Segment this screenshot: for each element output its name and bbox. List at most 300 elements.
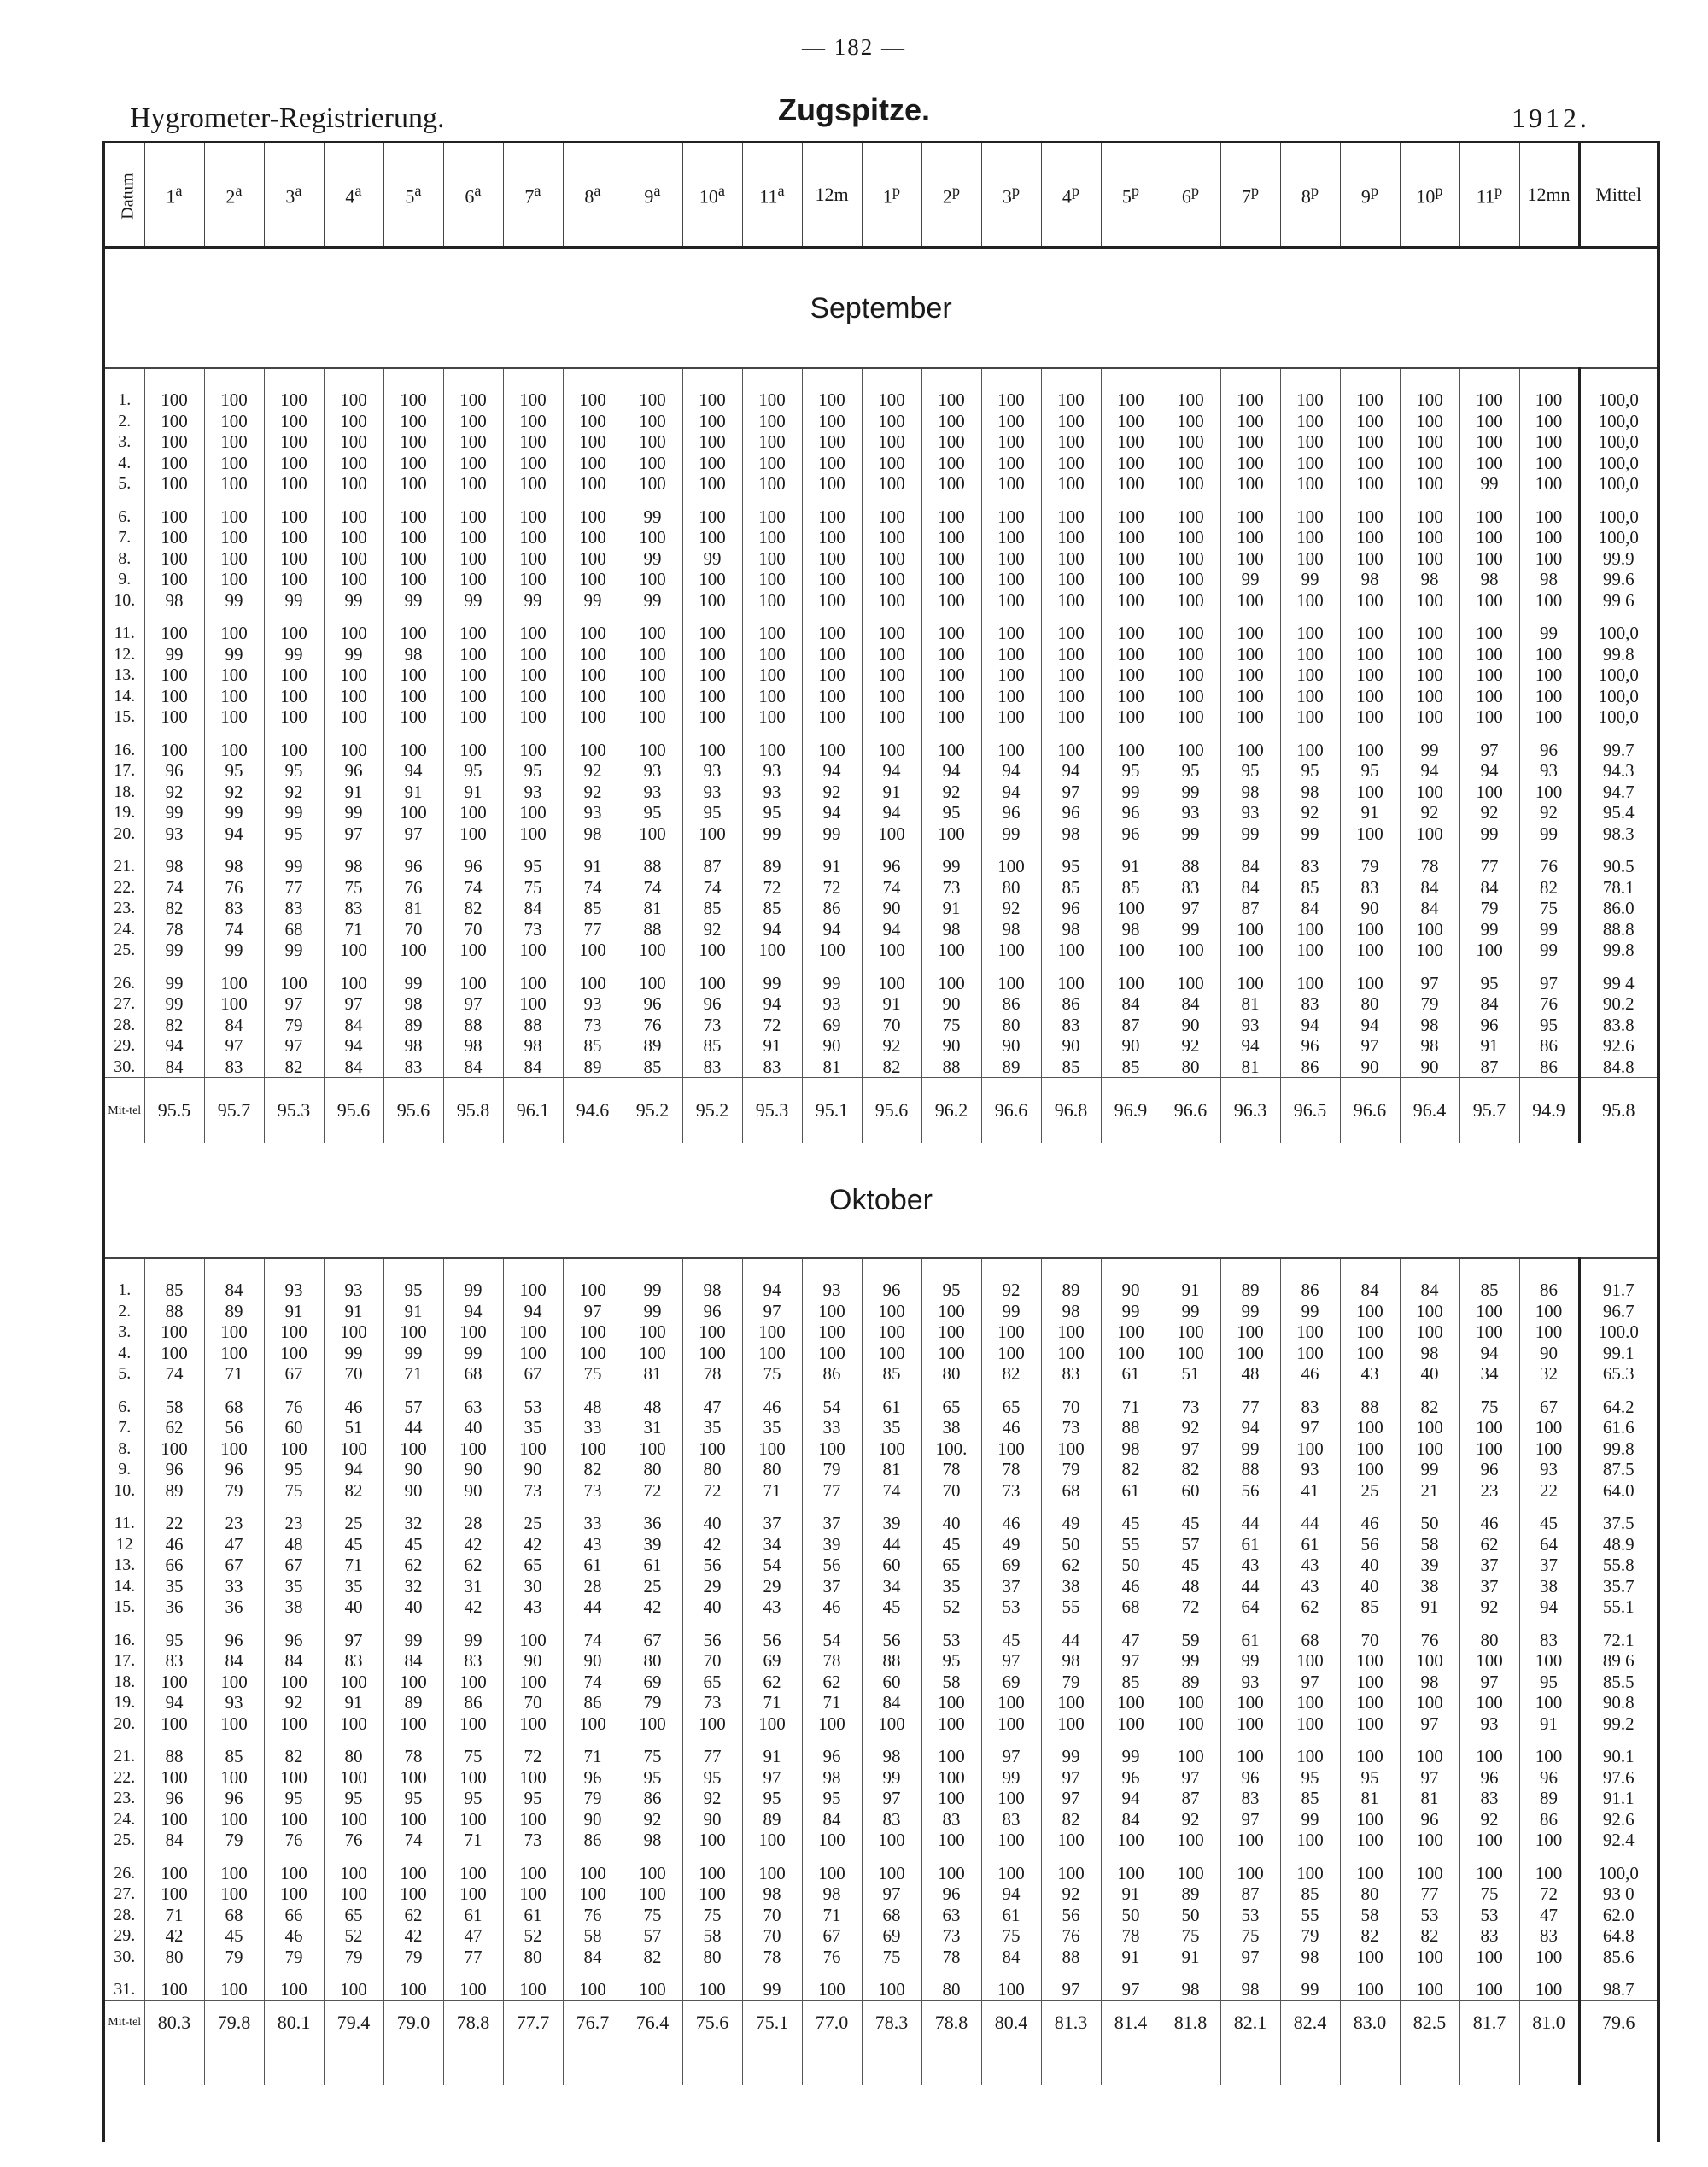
value-cell: 94 (1340, 1015, 1400, 1036)
value-cell: 99 (1101, 782, 1161, 803)
value-cell: 75 (563, 1363, 623, 1385)
blank-cell (742, 728, 802, 740)
date-cell: 17. (114, 1651, 136, 1670)
value-cell: 75 (1519, 898, 1579, 919)
value-cell: 100 (1340, 411, 1400, 432)
value-cell: 83 (443, 1650, 503, 1672)
value-cell: 100 (443, 1321, 503, 1343)
date-cell: 13. (114, 1555, 136, 1574)
value-cell: 100 (503, 1321, 563, 1343)
value-cell: 100 (204, 993, 264, 1015)
value-cell: 42 (383, 1925, 443, 1947)
blank-cell (1220, 728, 1280, 740)
value-cell: 100 (503, 507, 563, 528)
value-cell: 100 (264, 1883, 324, 1905)
value-cell: 100 (1400, 644, 1459, 665)
value-cell: 79 (563, 1788, 623, 1809)
value-cell: 97 (862, 1883, 921, 1905)
value-cell: 100 (503, 1713, 563, 1735)
hourly-mean-cell: 96.6 (981, 1078, 1041, 1144)
value-cell: 85 (862, 1363, 921, 1385)
value-cell: 100 (1459, 1979, 1519, 2000)
table-frame (102, 141, 1660, 2142)
blank-cell (1280, 844, 1340, 856)
value-cell: 92 (1400, 802, 1459, 823)
value-cell: 100 (981, 1438, 1041, 1460)
daily-mean-cell: 94.7 (1579, 782, 1657, 803)
blank-cell (1220, 1501, 1280, 1513)
value-cell: 84 (802, 1809, 862, 1830)
value-cell: 100 (1459, 590, 1519, 612)
value-cell: 56 (802, 1555, 862, 1576)
blank-cell (264, 728, 324, 740)
value-cell: 100 (981, 590, 1041, 612)
value-cell: 100 (144, 1863, 204, 1884)
value-cell: 100 (563, 706, 623, 728)
blank-cell (802, 1734, 862, 1746)
date-cell: 23. (114, 899, 136, 917)
value-cell: 100 (802, 1438, 862, 1460)
value-cell: 100 (563, 973, 623, 994)
blank-cell (443, 368, 503, 389)
value-cell: 100 (682, 973, 742, 994)
value-cell: 96 (1519, 1767, 1579, 1789)
value-cell: 99 (623, 590, 682, 612)
value-cell: 85 (563, 1035, 623, 1057)
value-cell: 100 (742, 411, 802, 432)
value-cell: 100 (623, 686, 682, 707)
value-cell: 76 (264, 1830, 324, 1851)
value-cell: 100 (742, 569, 802, 590)
blank-cell (563, 728, 623, 740)
value-cell: 100 (1280, 919, 1340, 940)
value-cell: 91 (324, 782, 383, 803)
value-cell: 100 (503, 940, 563, 961)
table-row (105, 431, 1657, 453)
value-cell: 100 (1101, 569, 1161, 590)
value-cell: 100 (1280, 1713, 1340, 1735)
blank-cell (682, 728, 742, 740)
hour-suffix: p (1494, 181, 1503, 199)
value-cell: 96 (1519, 740, 1579, 761)
value-cell: 89 (383, 1692, 443, 1713)
date-cell: 21. (114, 857, 136, 876)
table-row (105, 1513, 1657, 1534)
blank-cell (383, 961, 443, 973)
value-cell: 100 (204, 1863, 264, 1884)
value-cell: 100 (682, 1979, 742, 2000)
value-cell: 97 (264, 1035, 324, 1057)
value-cell: 73 (503, 919, 563, 940)
value-cell: 94 (1280, 1015, 1340, 1036)
value-cell: 70 (503, 1692, 563, 1713)
value-cell: 100 (802, 453, 862, 474)
hourly-mean-cell: 76.7 (563, 2000, 623, 2044)
blank-cell (1579, 2044, 1657, 2085)
value-cell: 97 (1400, 973, 1459, 994)
value-cell: 96 (1101, 1767, 1161, 1789)
value-cell: 91 (443, 782, 503, 803)
value-cell: 45 (1519, 1513, 1579, 1534)
value-cell: 100 (383, 389, 443, 411)
value-cell: 98 (144, 590, 204, 612)
value-cell: 97 (742, 1301, 802, 1322)
value-cell: 92 (682, 1788, 742, 1809)
value-cell: 62 (1041, 1555, 1101, 1576)
value-cell: 83 (1280, 993, 1340, 1015)
value-cell: 96 (682, 1301, 742, 1322)
date-cell: 27. (114, 1884, 136, 1903)
blank-cell (1161, 1734, 1220, 1746)
value-cell: 100 (1280, 973, 1340, 994)
value-cell: 100 (921, 1767, 981, 1789)
value-cell: 86 (1519, 1035, 1579, 1057)
value-cell: 84 (981, 1947, 1041, 1968)
value-cell: 43 (503, 1596, 563, 1618)
value-cell: 100 (1519, 1417, 1579, 1438)
value-cell: 74 (144, 877, 204, 899)
value-cell: 78 (682, 1363, 742, 1385)
value-cell: 97 (1041, 782, 1101, 803)
value-cell: 71 (1101, 1397, 1161, 1418)
value-cell: 99 (1161, 1650, 1220, 1672)
value-cell: 100 (1220, 706, 1280, 728)
table-row (105, 760, 1657, 782)
blank-cell (1161, 1501, 1220, 1513)
value-cell: 100 (742, 686, 802, 707)
group-gap-row (105, 1385, 1657, 1397)
daily-mean-cell: 64.2 (1579, 1397, 1657, 1418)
value-cell: 67 (503, 1363, 563, 1385)
value-cell: 100 (1101, 644, 1161, 665)
value-cell: 93 (1220, 1672, 1280, 1693)
hour-suffix: p (1071, 181, 1080, 199)
value-cell: 83 (324, 898, 383, 919)
value-cell: 90 (383, 1459, 443, 1480)
value-cell: 98 (324, 856, 383, 877)
value-cell: 100 (1161, 473, 1220, 495)
blank-cell (324, 1967, 383, 1979)
value-cell: 100 (383, 1979, 443, 2000)
hourly-mean-cell: 81.0 (1519, 2000, 1579, 2044)
blank-cell (1220, 1734, 1280, 1746)
value-cell: 100 (383, 623, 443, 644)
value-cell: 100 (1340, 1692, 1400, 1713)
hourly-mean-cell: 80.4 (981, 2000, 1041, 2044)
value-cell: 100 (204, 548, 264, 570)
value-cell: 100 (144, 1883, 204, 1905)
value-cell: 36 (204, 1596, 264, 1618)
value-cell: 100 (324, 411, 383, 432)
value-cell: 45 (383, 1534, 443, 1555)
value-cell: 39 (623, 1534, 682, 1555)
page-number: — 182 — (802, 34, 906, 60)
value-cell: 40 (921, 1513, 981, 1534)
value-cell: 73 (682, 1692, 742, 1713)
blank-cell (981, 728, 1041, 740)
value-cell: 75 (503, 877, 563, 899)
blank-cell (682, 611, 742, 623)
value-cell: 78 (921, 1947, 981, 1968)
value-cell: 100 (443, 706, 503, 728)
table-row (105, 1534, 1657, 1555)
blank-cell (1101, 844, 1161, 856)
value-cell: 100 (443, 527, 503, 548)
value-cell: 100 (383, 411, 443, 432)
value-cell: 100 (503, 389, 563, 411)
value-cell: 47 (204, 1534, 264, 1555)
value-cell: 98 (204, 856, 264, 877)
value-cell: 100 (204, 1321, 264, 1343)
value-cell: 100 (1519, 1863, 1579, 1884)
blank-cell (1041, 495, 1101, 507)
blank-cell (503, 2044, 563, 2085)
value-cell: 88 (623, 856, 682, 877)
value-cell: 88 (1161, 856, 1220, 877)
value-cell: 95 (623, 1767, 682, 1789)
value-cell: 100 (981, 856, 1041, 877)
hourly-mean-cell: 96.6 (1161, 1078, 1220, 1144)
value-cell: 56 (862, 1630, 921, 1651)
value-cell: 33 (802, 1417, 862, 1438)
hour-header: 11$^a$ (742, 143, 802, 248)
value-cell: 100 (921, 389, 981, 411)
value-cell: 100 (1161, 1692, 1220, 1713)
value-cell: 100 (1340, 1809, 1400, 1830)
value-cell: 97 (204, 1035, 264, 1057)
daily-mean-cell: 99.9 (1579, 548, 1657, 570)
value-cell: 100 (1400, 507, 1459, 528)
value-cell: 71 (742, 1480, 802, 1502)
blank-cell (264, 1851, 324, 1863)
blank-cell (324, 1501, 383, 1513)
table-row (105, 665, 1657, 686)
value-cell: 100 (1400, 527, 1459, 548)
value-cell: 100 (264, 1321, 324, 1343)
value-cell: 69 (981, 1555, 1041, 1576)
date-cell: 25. (114, 1830, 136, 1849)
daily-mean-cell: 64.8 (1579, 1925, 1657, 1947)
value-cell: 100 (1220, 507, 1280, 528)
value-cell: 99 (144, 993, 204, 1015)
value-cell: 84 (1400, 898, 1459, 919)
date-cell: 6. (118, 507, 132, 526)
value-cell: 100 (802, 706, 862, 728)
hour-suffix: p (1370, 181, 1379, 199)
value-cell: 68 (1280, 1630, 1340, 1651)
value-cell: 95 (682, 802, 742, 823)
blank-cell (1041, 1967, 1101, 1979)
value-cell: 84 (1400, 1280, 1459, 1301)
value-cell: 100 (204, 1343, 264, 1364)
value-cell: 80 (623, 1459, 682, 1480)
value-cell: 98 (1280, 1947, 1340, 1968)
value-cell: 100 (1519, 1692, 1579, 1713)
value-cell: 100 (1340, 782, 1400, 803)
value-cell: 100 (1161, 507, 1220, 528)
value-cell: 73 (563, 1015, 623, 1036)
blank-cell (503, 1258, 563, 1280)
mean-header: Mittel (1579, 143, 1657, 248)
value-cell: 81 (383, 898, 443, 919)
value-cell: 100 (742, 1830, 802, 1851)
value-cell: 100 (623, 1321, 682, 1343)
value-cell: 78 (1400, 856, 1459, 877)
value-cell: 88 (144, 1746, 204, 1767)
table-row (105, 1767, 1657, 1789)
value-cell: 90 (1340, 1057, 1400, 1078)
table-row (105, 1576, 1657, 1597)
value-cell: 100 (1400, 919, 1459, 940)
value-cell: 100 (1041, 1692, 1101, 1713)
value-cell: 75 (1459, 1883, 1519, 1905)
blank-cell (1161, 961, 1220, 973)
value-cell: 39 (1400, 1555, 1459, 1576)
value-cell: 100 (1101, 527, 1161, 548)
value-cell: 100 (1280, 940, 1340, 961)
value-cell: 100 (1340, 644, 1400, 665)
value-cell: 81 (623, 898, 682, 919)
value-cell: 100 (921, 1788, 981, 1809)
value-cell: 96 (443, 856, 503, 877)
value-cell: 62 (144, 1417, 204, 1438)
value-cell: 84 (1161, 993, 1220, 1015)
value-cell: 94 (1041, 760, 1101, 782)
value-cell: 92 (144, 782, 204, 803)
value-cell: 80 (324, 1746, 383, 1767)
value-cell: 79 (623, 1692, 682, 1713)
value-cell: 35 (682, 1417, 742, 1438)
value-cell: 37 (1519, 1555, 1579, 1576)
value-cell: 35 (144, 1576, 204, 1597)
value-cell: 46 (1340, 1513, 1400, 1534)
value-cell: 100 (1041, 590, 1101, 612)
hourly-mean-cell: 95.1 (802, 1078, 862, 1144)
value-cell: 86 (981, 993, 1041, 1015)
value-cell: 93 (563, 993, 623, 1015)
hourly-mean-cell: 95.2 (682, 1078, 742, 1144)
blank-cell (324, 961, 383, 973)
value-cell: 85 (1280, 1883, 1340, 1905)
value-cell: 90 (383, 1480, 443, 1502)
blank-cell (1161, 844, 1220, 856)
value-cell: 79 (1340, 856, 1400, 877)
daily-mean-cell: 86.0 (1579, 898, 1657, 919)
value-cell: 45 (1161, 1555, 1220, 1576)
value-cell: 99 (204, 940, 264, 961)
blank-cell (144, 2044, 204, 2085)
blank-cell (1519, 1618, 1579, 1630)
value-cell: 100 (1340, 1459, 1400, 1480)
value-cell: 74 (144, 1363, 204, 1385)
blank-cell (144, 961, 204, 973)
value-cell: 89 (1041, 1280, 1101, 1301)
blank-cell (1400, 611, 1459, 623)
document-subtitle: Hygrometer-Registrierung. (130, 102, 445, 134)
blank-cell (1161, 728, 1220, 740)
value-cell: 100 (144, 1767, 204, 1789)
value-cell: 100 (1101, 623, 1161, 644)
blank-cell (1041, 2044, 1101, 2085)
value-cell: 83 (921, 1809, 981, 1830)
blank-cell (144, 1385, 204, 1397)
blank-cell (1459, 2044, 1519, 2085)
value-cell: 96 (144, 1788, 204, 1809)
value-cell: 100 (862, 1863, 921, 1884)
value-cell: 100 (264, 1438, 324, 1460)
value-cell: 99 (443, 1343, 503, 1364)
blank-cell (1041, 1258, 1101, 1280)
value-cell: 92 (1519, 802, 1579, 823)
value-cell: 100 (921, 507, 981, 528)
date-cell: 20. (114, 823, 136, 843)
value-cell: 99 (862, 1767, 921, 1789)
value-cell: 100 (682, 665, 742, 686)
blank-cell (144, 1258, 204, 1280)
value-cell: 69 (742, 1650, 802, 1672)
value-cell: 100 (682, 740, 742, 761)
value-cell: 61 (503, 1905, 563, 1926)
value-cell: 73 (921, 1925, 981, 1947)
date-cell: 17. (114, 761, 136, 780)
daily-mean-cell: 100,0 (1579, 507, 1657, 528)
daily-mean-cell: 88.8 (1579, 919, 1657, 940)
value-cell: 100 (1459, 1830, 1519, 1851)
blank-cell (563, 844, 623, 856)
value-cell: 100 (264, 1713, 324, 1735)
value-cell: 100 (383, 1767, 443, 1789)
value-cell: 44 (862, 1534, 921, 1555)
hourly-mean-cell: 82.1 (1220, 2000, 1280, 2044)
value-cell: 100 (921, 1863, 981, 1884)
value-cell: 96 (204, 1459, 264, 1480)
value-cell: 100 (1519, 507, 1579, 528)
blank-cell (921, 1385, 981, 1397)
date-cell: 9. (118, 1460, 132, 1479)
value-cell: 100 (503, 453, 563, 474)
blank-cell (802, 844, 862, 856)
value-cell: 79 (383, 1947, 443, 1968)
value-cell: 76 (1519, 993, 1579, 1015)
value-cell: 86 (623, 1788, 682, 1809)
blank-cell (1519, 1734, 1579, 1746)
value-cell: 73 (563, 1480, 623, 1502)
blank-cell (105, 1258, 144, 1280)
blank-cell (802, 728, 862, 740)
daily-mean-cell: 97.6 (1579, 1767, 1657, 1789)
blank-cell (802, 1967, 862, 1979)
value-cell: 100 (981, 1713, 1041, 1735)
value-cell: 88 (443, 1015, 503, 1036)
value-cell: 92 (1041, 1883, 1101, 1905)
value-cell: 100 (623, 665, 682, 686)
daily-mean-cell: 37.5 (1579, 1513, 1657, 1534)
value-cell: 95 (1161, 760, 1220, 782)
hour-header: 7$^a$ (503, 143, 563, 248)
value-cell: 100 (324, 1767, 383, 1789)
value-cell: 100 (981, 740, 1041, 761)
value-cell: 100 (802, 569, 862, 590)
blank-cell (1459, 368, 1519, 389)
blank-cell (1220, 495, 1280, 507)
value-cell: 100 (623, 1713, 682, 1735)
value-cell: 100 (563, 1280, 623, 1301)
value-cell: 100 (1220, 1713, 1280, 1735)
value-cell: 99 (1161, 782, 1220, 803)
value-cell: 94 (862, 919, 921, 940)
month-title: Oktober (105, 1143, 1657, 1258)
value-cell: 100 (1161, 1321, 1220, 1343)
